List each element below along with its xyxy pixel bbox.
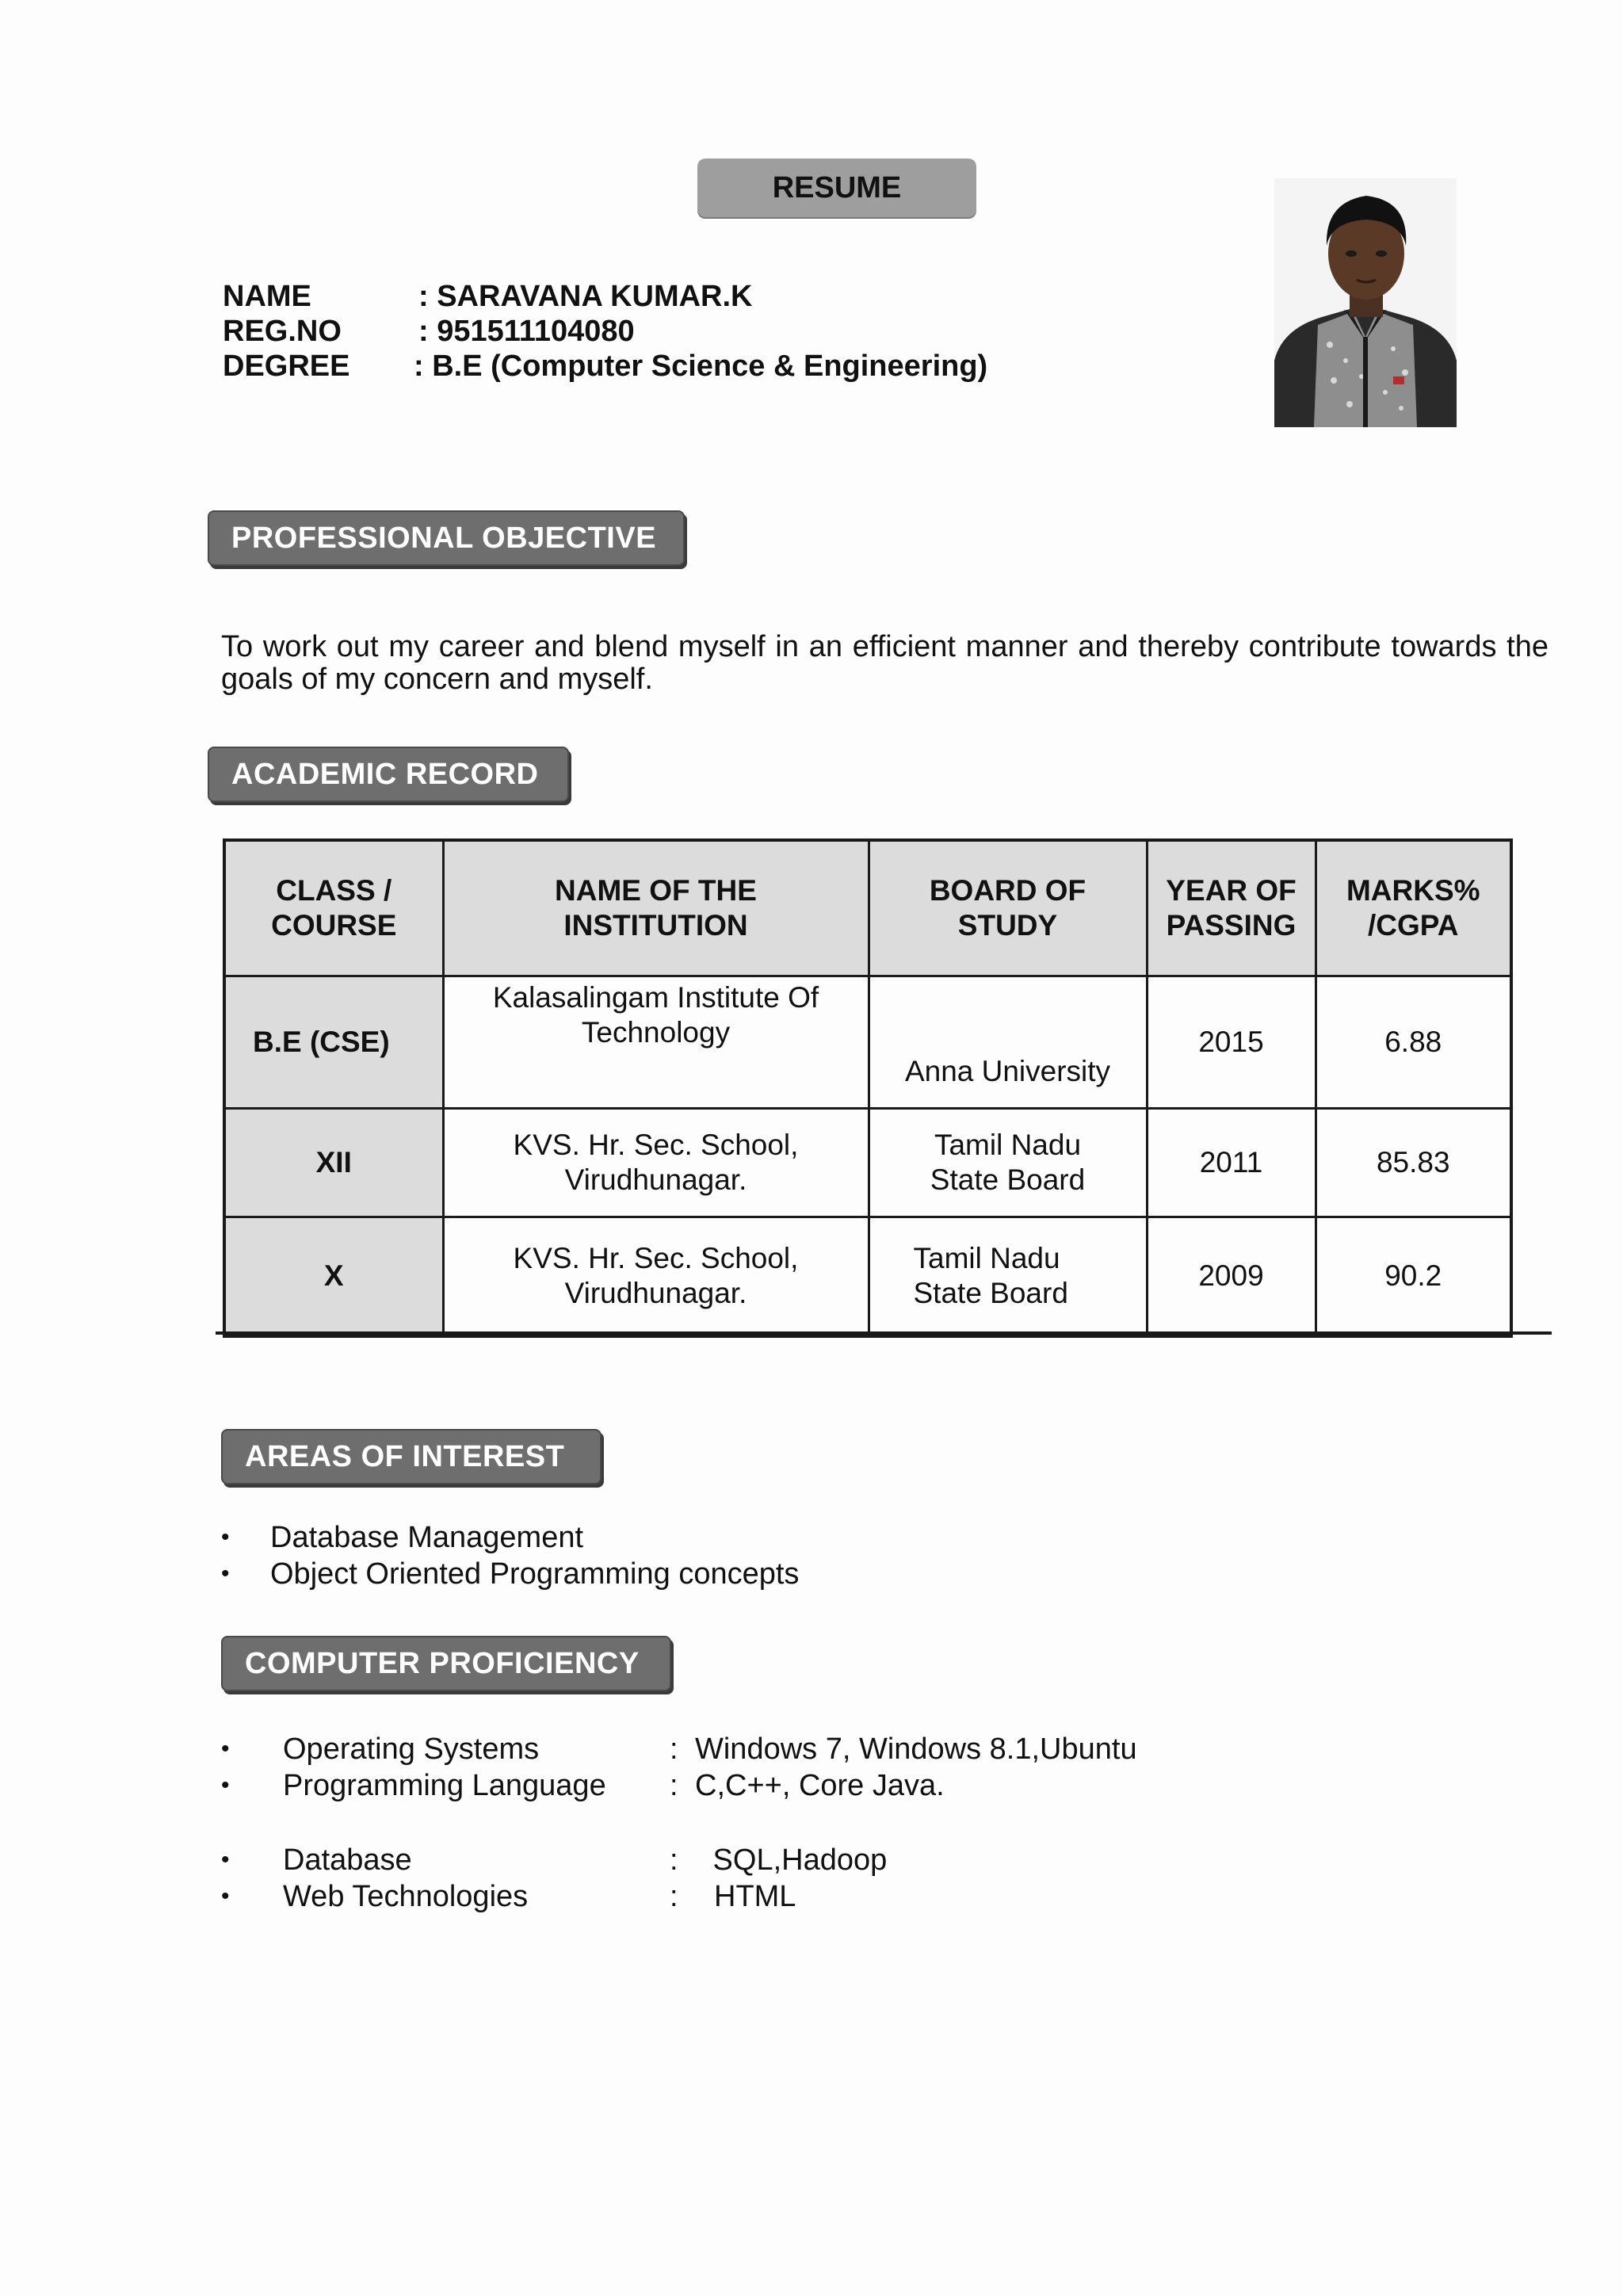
cell-institution: KVS. Hr. Sec. School, Virudhunagar.	[443, 1109, 869, 1217]
section-objective-heading: PROFESSIONAL OBJECTIVE	[208, 510, 685, 566]
cell-marks: 90.2	[1316, 1217, 1511, 1336]
bullet-icon: •	[221, 1524, 230, 1550]
list-item	[221, 1519, 934, 1556]
table-row	[224, 1109, 1511, 1217]
table-header-row	[224, 840, 1511, 976]
bullet-icon: •	[221, 1736, 230, 1762]
proficiency-colon: :	[670, 1733, 678, 1766]
proficiency-colon: :	[670, 1843, 678, 1877]
info-row-regno	[223, 314, 987, 349]
cell-board: Tamil Nadu State Board	[869, 1217, 1147, 1336]
col-header-class: CLASS / COURSE	[224, 840, 443, 976]
cell-marks: 6.88	[1316, 976, 1511, 1109]
interest-text: Object Oriented Programming concepts	[270, 1557, 800, 1591]
info-row-degree	[223, 349, 987, 384]
resume-title: RESUME	[697, 159, 976, 217]
proficiency-label: Database	[283, 1843, 412, 1877]
objective-text: To work out my career and blend myself in an efficient manner and thereby contribute towards the goals of my concern and myself.	[221, 630, 1549, 696]
proficiency-label: Operating Systems	[283, 1733, 540, 1766]
table-row	[224, 1217, 1511, 1336]
cell-class: B.E (CSE)	[224, 976, 443, 1109]
section-academic-heading: ACADEMIC RECORD	[208, 747, 569, 802]
cell-board: Anna University	[869, 976, 1147, 1109]
proficiency-label: Web Technologies	[283, 1880, 529, 1913]
col-header-board: BOARD OF STUDY	[869, 840, 1147, 976]
proficiency-label: Programming Language	[283, 1769, 606, 1802]
col-header-marks: MARKS% /CGPA	[1316, 840, 1511, 976]
bullet-icon: •	[221, 1847, 230, 1873]
info-key: REG.NO	[223, 315, 342, 348]
proficiency-value: HTML	[714, 1880, 796, 1913]
proficiency-value: SQL,Hadoop	[705, 1843, 888, 1877]
list-item	[221, 1556, 934, 1592]
cell-institution: Kalasalingam Institute Of Technology	[443, 976, 869, 1109]
table-row	[224, 976, 1511, 1109]
cell-board: Tamil Nadu State Board	[869, 1109, 1147, 1217]
cell-year: 2011	[1147, 1109, 1316, 1217]
interest-text: Database Management	[270, 1521, 584, 1554]
col-header-institution: NAME OF THE INSTITUTION	[443, 840, 869, 976]
bullet-icon: •	[221, 1883, 230, 1909]
proficiency-value: C,C++, Core Java.	[695, 1769, 945, 1802]
cell-institution: KVS. Hr. Sec. School, Virudhunagar.	[443, 1217, 869, 1336]
profile-photo	[1274, 178, 1457, 427]
info-key: NAME	[223, 280, 311, 313]
info-value: : 951511104080	[418, 315, 635, 348]
info-value: : SARAVANA KUMAR.K	[418, 280, 753, 313]
cell-year: 2015	[1147, 976, 1316, 1109]
bullet-icon: •	[221, 1772, 230, 1798]
info-key: DEGREE	[223, 350, 350, 383]
cell-year: 2009	[1147, 1217, 1316, 1336]
proficiency-colon: :	[670, 1880, 678, 1913]
section-interest-heading: AREAS OF INTEREST	[221, 1429, 601, 1484]
academic-record-table	[223, 839, 1513, 1338]
cell-class: XII	[224, 1109, 443, 1217]
proficiency-colon: :	[670, 1769, 678, 1802]
col-header-year: YEAR OF PASSING	[1147, 840, 1316, 976]
info-value: : B.E (Computer Science & Engineering)	[414, 350, 988, 383]
personal-info	[223, 279, 987, 384]
cell-marks: 85.83	[1316, 1109, 1511, 1217]
bullet-icon: •	[221, 1561, 230, 1587]
section-proficiency-heading: COMPUTER PROFICIENCY	[221, 1636, 671, 1691]
info-row-name	[223, 279, 987, 314]
table-bottom-rule	[216, 1331, 1552, 1335]
interests-list	[221, 1519, 934, 1592]
proficiency-value: Windows 7, Windows 8.1,Ubuntu	[695, 1733, 1137, 1766]
person-photo-icon	[1274, 178, 1457, 427]
cell-class: X	[224, 1217, 443, 1336]
